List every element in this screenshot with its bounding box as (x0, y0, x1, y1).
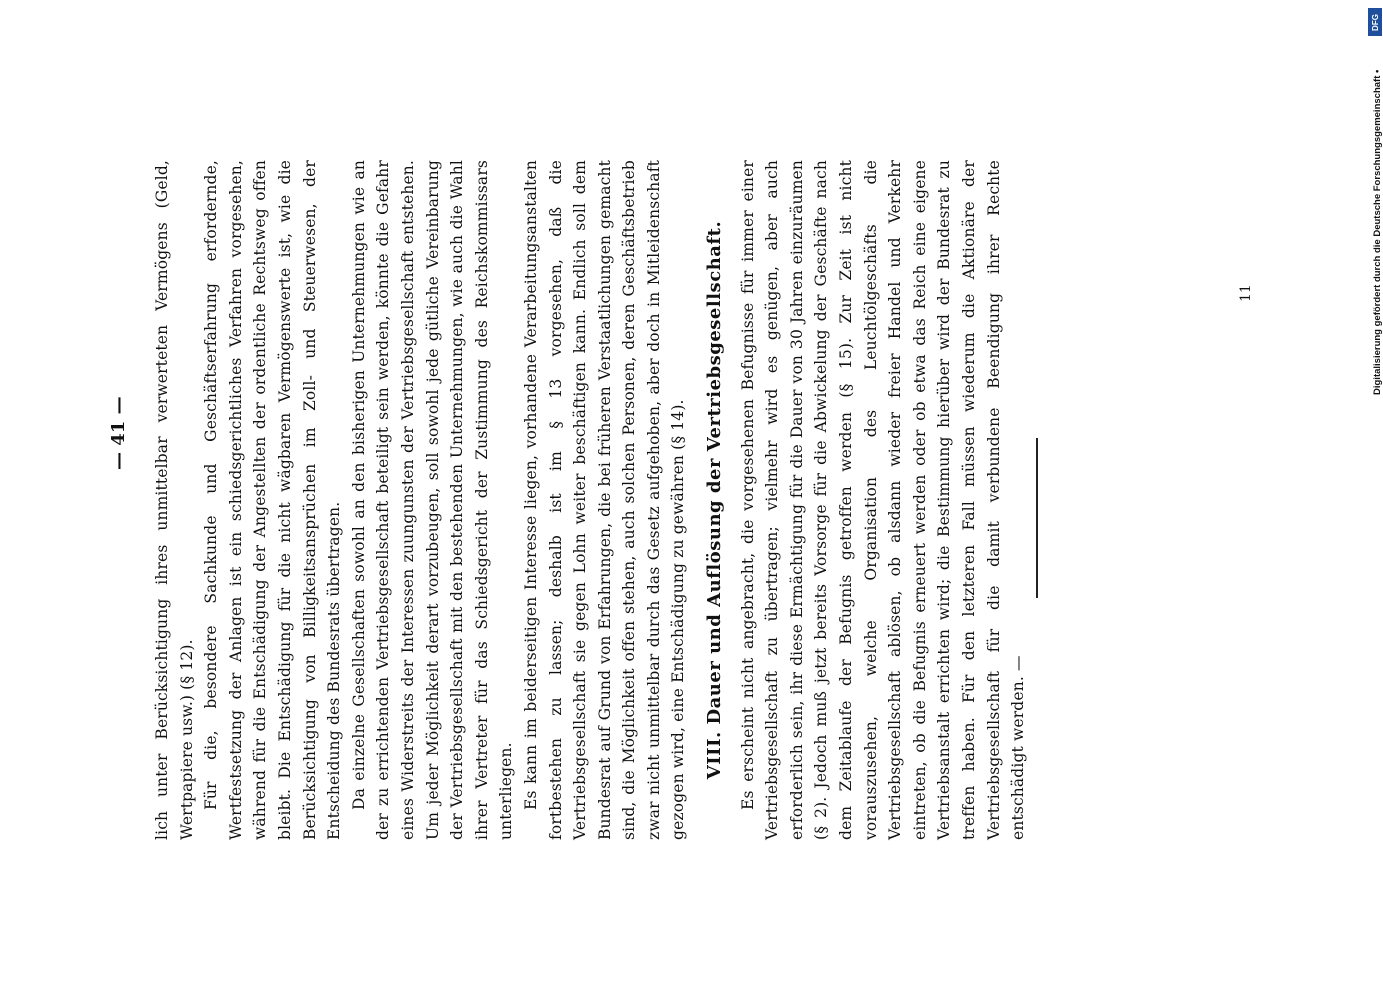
paragraph: Da einzelne Gesellschaften sowohl an den bisherigen Unternehmungen wie an der zu errichtenden Vertriebsgesellschaft beteiligt sein werden, könnte die Gefahr eines Widerstreits der Interessen zuungunsten der Vertriebsgesellschaft entstehen. Um jeder Möglichkeit derart vorzubeugen, soll sowohl jede gütliche Vereinbarung der Vertriebsgesellschaft mit den bestehenden Unternehmungen, wie auch die Wahl ihrer Vertreter für das Schiedsgericht der Zustimmung des Reichskommissars unterliegen. (349, 160, 516, 840)
paragraph: Für die, besondere Sachkunde und Geschäftserfahrung erfordernde, Wertfestsetzung der Anlagen ist ein schiedsgerichtliches Verfahren vorgesehen, während für die Entschädigung der Angestellten der ordentliche Rechtsweg offen bleibt. Die Entschädigung für die nicht wägbaren Vermögenswerte ist, wie die Berücksichtigung von Billigkeitsansprüchen im Zoll- und Steuerwesen, der Entscheidung des Bundesrats übertragen. (202, 160, 344, 840)
paragraph: Es kann im beiderseitigen Interesse liegen, vorhandene Verarbeitungsanstalten fortbestehen zu lassen; deshalb ist im § 13 vorgesehen, daß die Vertriebsgesellschaft sie gegen Lohn weiter beschäftigen kann. Endlich soll dem Bundesrat auf Grund von Erfahrungen, die bei früheren Verstaatlichungen gemacht sind, die Möglichkeit offen stehen, auch solchen Personen, deren Geschäftsbetrieb zwar nicht unmittelbar durch das Gesetz aufgehoben, aber doch in Mitleidenschaft gezogen wird, eine Entschädigung zu gewähren (§ 14). (521, 160, 688, 840)
digitization-credit: Digitalisierung gefördert durch die Deutsche Forschungsgemeinschaft • (1372, 69, 1383, 395)
paragraph: lich unter Berücksichtigung ihres unmittelbar verwerteten Vermögens (Geld, Wertpapiere usw.) (§ 12). (153, 160, 196, 840)
section-heading: VIII. Dauer und Auflösung der Vertriebsgesellschaft. (704, 220, 726, 780)
text-column (150, 160, 1031, 840)
sheet-number: 11 (1238, 284, 1254, 302)
page-body (150, 160, 1028, 990)
divider-rule (1036, 438, 1038, 598)
paragraph: Es erscheint nicht angebracht, die vorgesehenen Befugnisse für immer einer Vertriebsgesellschaft zu übertragen; vielmehr wird es genügen, aber auch erforderlich sein, ihr diese Ermächtigung für die Dauer von 30 Jahren einzuräumen (§ 2). Jedoch muß jetzt bereits Vorsorge für die Abwickelung der Geschäfte nach dem Zeitablaufe der Befugnis getroffen werden (§ 15). Zur Zeit ist nicht vorauszusehen, welche Organisation des Leuchtölgeschäfts die Vertriebsgesellschaft ablösen, ob alsdann wieder freier Handel und Verkehr eintreten, ob die Befugnis erneuert werden oder ob etwa das Reich eine eigene Vertriebsanstalt errichten wird; die Bestimmung hierüber wird der Bundesrat zu treffen haben. Für den letzteren Fall müssen wiederum die Aktionäre der Vertriebsgesellschaft für die damit verbundene Beendigung ihrer Rechte entschädigt werden. — (738, 160, 1028, 840)
dfg-logo: DFG (1368, 8, 1382, 36)
page-number: — 41 — (108, 396, 129, 470)
